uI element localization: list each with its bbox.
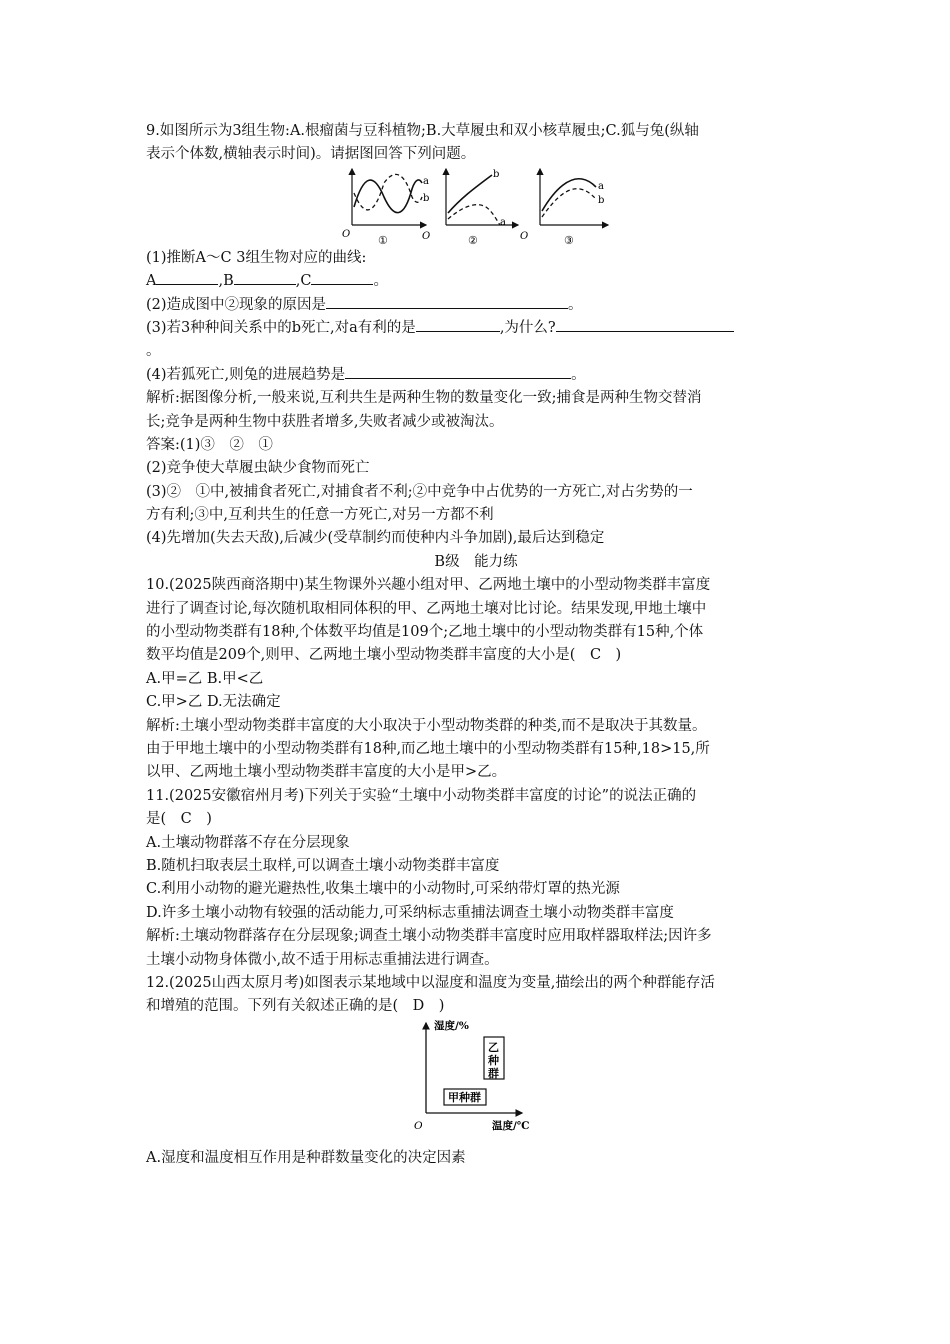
q11-option-b: B.随机扫取表层土取样,可以调查土壤小动物类群丰富度 [146,857,500,874]
q10-options-2: C.甲>乙 D.无法确定 [146,694,281,711]
q11-analysis-line1: 解析:土壤动物群落存在分层现象;调查土壤小动物类群丰富度时应用取样器取样法;因许多 [146,928,712,945]
q9-blank-sub4[interactable] [345,364,571,379]
q9-sub4-text: (4)若狐死亡,则兔的进展趋势是 [146,366,346,383]
q9-curves-svg [146,167,806,247]
q10-analysis-line2: 由于甲地土壤中的小型动物类群有18种,而乙地土壤中的小型动物类群有15种,18>15,所 [146,740,710,757]
q12-jia-label: 甲种群 [448,1090,481,1104]
q10-analysis-line3: 以甲、乙两地土壤小型动物类群丰富度的大小是甲>乙。 [146,764,507,781]
q12-line2: 和增殖的范围。下列有关叙述正确的是( D ) [146,998,445,1015]
q9-blank-c[interactable] [311,270,373,285]
q9-sub4-end: 。 [571,366,586,383]
q9-panel3-caption: ③ [564,233,574,247]
q9-answer-line4: 方有利;③中,互利共生的任意一方死亡,对另一方都不利 [146,507,494,524]
q12-option-a: A.湿度和温度相互作用是种群数量变化的决定因素 [146,1149,466,1166]
q10-line2: 进行了调查讨论,每次随机取相同体积的甲、乙两地土壤对比讨论。结果发现,甲地土壤中 [146,600,707,617]
q10-line4: 数平均值是209个,则甲、乙两地土壤小型动物类群丰富度的大小是( C ) [146,647,622,664]
q9-sub1: (1)推断A～C 3组生物对应的曲线: [146,249,367,266]
q9-blank-a[interactable] [156,270,218,285]
q12-range-svg [146,1019,806,1135]
q11-analysis-line2: 土壤小动物身体微小,故不适于用标志重捕法进行调查。 [146,951,499,968]
q9-sub1-a: A [146,273,157,290]
q10-analysis-line1: 解析:土壤小型动物类群丰富度的大小取决于小型动物类群的种类,而不是取决于其数量。 [146,717,707,734]
q9-panel2-label-b: b [493,168,500,180]
q10-line3: 的小型动物类群有18种,个体数平均值是109个;乙地土壤中的小型动物类群有15种,个体 [146,624,704,641]
q9-panel3-origin: O [520,230,529,242]
q9-answer-line5: (4)先增加(失去天敌),后减少(受草制约而使种内斗争加剧),最后达到稳定 [146,530,605,547]
q9-panel1-label-b: b [423,192,430,204]
q9-sub3-mid: ,为什么? [499,319,556,336]
q9-stem-line1: 9.如图所示为3组生物:A.根瘤菌与豆科植物;B.大草履虫和双小核草履虫;C.狐与兔(纵轴 [146,123,699,139]
q12-y-label: 湿度/% [434,1019,469,1032]
q11-option-a: A.土壤动物群落不存在分层现象 [146,834,350,851]
q12-line1: 12.(2025山西太原月考)如图表示某地域中以湿度和温度为变量,描绘出的两个种群能存活 [146,974,715,991]
q9-panel3-label-a: a [598,180,604,192]
q9-panel-2 [422,169,518,247]
q9-answer-line2: (2)竞争使大草履虫缺少食物而死亡 [146,460,370,477]
q11-line2: 是( C ) [146,811,212,828]
q10-line1: 10.(2025陕西商洛期中)某生物课外兴趣小组对甲、乙两地土壤中的小型动物类群丰富度 [146,577,711,594]
q11-option-c: C.利用小动物的避光避热性,收集土壤中的小动物时,可采纳带灯罩的热光源 [146,881,620,898]
q9-sub3-text: (3)若3种种间关系中的b死亡,对a有利的是 [146,319,416,336]
q9-analysis-line2: 长;竞争是两种生物中获胜者增多,失败者减少或被淘汰。 [146,413,504,430]
q10-options-1: A.甲=乙 B.甲<乙 [146,670,264,687]
q9-sub3-end: 。 [146,343,161,360]
q9-panel1-label-a: a [423,175,429,187]
q9-sub1-c: ,C [295,273,312,290]
q12-yi-char3: 群 [488,1066,499,1080]
q12-figure [146,1019,806,1135]
q12-yi-char2: 种 [488,1053,499,1067]
q9-sub2-text: (2)造成图中②现象的原因是 [146,296,327,313]
q11-line1: 11.(2025安徽宿州月考)下列关于实验“土壤中小动物类群丰富度的讨论”的说法正确的 [146,787,697,804]
q9-panel2-label-a: a [500,216,506,228]
q9-analysis-line1: 解析:据图像分析,一般来说,互利共生是两种生物的数量变化一致;捕食是两种生物交替消 [146,390,702,407]
q9-panel3-label-b: b [598,194,605,206]
q9-answer-line1: 答案:(1)③ ② ① [146,436,273,453]
q9-panel2-origin: O [422,230,431,242]
q9-answer-line3: (3)② ①中,被捕食者死亡,对捕食者不利;②中竞争中占优势的一方死亡,对占劣势的一 [146,483,693,500]
q9-panel-1 [342,169,429,247]
q9-sub4 [146,364,806,387]
q9-panel1-origin: O [342,228,351,240]
document-page [146,120,806,1170]
q9-blank-sub2[interactable] [326,294,568,309]
q12-yi-char1: 乙 [488,1040,499,1054]
q9-sub1-blanks [146,270,806,293]
q9-panel1-caption: ① [378,233,388,247]
q9-figure [146,167,806,247]
q9-panel-3 [520,169,608,247]
section-heading: B级 能力练 [434,553,518,570]
q9-sub2-end: 。 [568,296,583,313]
q9-sub2 [146,294,806,317]
q9-panel2-caption: ② [468,233,478,247]
q9-sub1-b: ,B [218,273,234,290]
q11-option-d: D.许多土壤小动物有较强的活动能力,可采纳标志重捕法调查土壤小动物类群丰富度 [146,904,674,921]
q9-blank-sub3a[interactable] [416,317,500,332]
q9-blank-b[interactable] [234,270,296,285]
q9-stem-line2: 表示个体数,横轴表示时间)。请据图回答下列问题。 [146,146,476,163]
q9-blank-sub3b[interactable] [556,317,734,332]
q12-x-label: 温度/℃ [492,1119,530,1132]
q12-origin: O [414,1119,423,1132]
q9-sub3 [146,317,806,340]
q9-sub1-end: 。 [373,273,388,290]
